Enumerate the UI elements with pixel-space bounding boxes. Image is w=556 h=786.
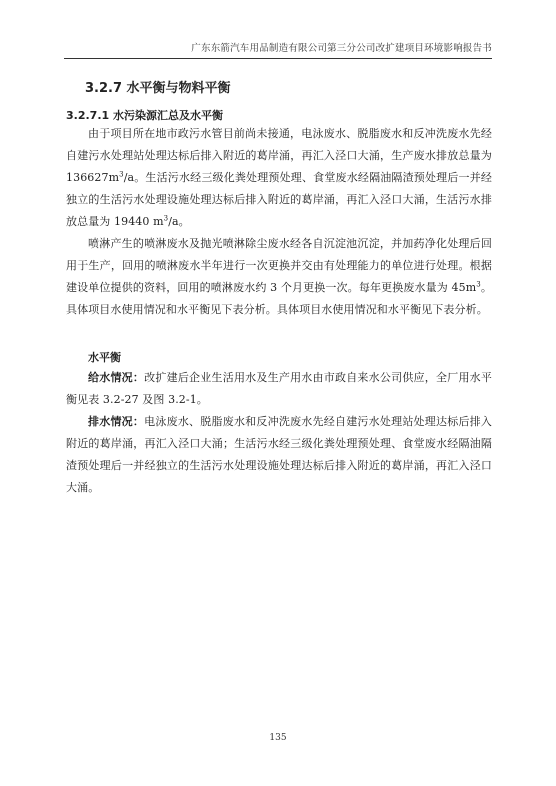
- subsection-title: 3.2.7.1 水污染源汇总及水平衡: [66, 109, 223, 122]
- water-balance-heading: 水平衡: [88, 351, 121, 364]
- water-supply-label: 给水情况：: [88, 371, 145, 384]
- page-number: 135: [269, 733, 287, 743]
- page-header: 广东东箭汽车用品制造有限公司第三分公司改扩建项目环境影响报告书: [191, 43, 492, 54]
- section-title: 3.2.7 水平衡与物料平衡: [85, 81, 231, 96]
- paragraph-drainage: 排水情况：电泳废水、脱脂废水和反冲洗废水先经自建污水处理站处理达标后排入附近的葛岸涌，再汇入泾口大涌；生活污水经三级化粪处理预处理、食堂废水经隔油隔渣预处理后一并经独立的生活污水处理设施处理达标后排入附近的葛岸涌，再汇入泾口大涌。: [66, 415, 493, 494]
- drainage-label: 排水情况：: [88, 415, 145, 428]
- paragraph-wastewater-summary: 由于项目所在地市政污水管目前尚未接通，电泳废水、脱脂废水和反冲洗废水先经自建污水处理站处理达标后排入附近的葛岸涌，再汇入泾口大涌，生产废水排放总量为 $136627m^3/a$。生活污水经三级化粪处理预处理、食堂废水经隔油隔渣预处理后一并经独立的生活污水处理设施处理达标后排入附近的葛岸涌，再汇入泾口大涌，生活污水排放总量为 19440 $m^3/a$。: [66, 127, 492, 228]
- paragraph-spray-wastewater: 喷淋产生的喷淋废水及抛光喷淋除尘废水经各自沉淀池沉淀，并加药净化处理后回用于生产，回用的喷淋废水半年进行一次更换并交由有处理能力的单位进行处理。根据建设单位提供的资料，回用的喷淋废水约 3 个月更换一次。每年更换废水量为 $45m^3$。具体项目水使用情况和水平衡见下表分析。具体项目水使用情况和水平衡见下表分析。: [66, 237, 492, 316]
- paragraph-water-supply: 给水情况：改扩建后企业生活用水及生产用水由市政自来水公司供应，全厂用水平衡见表 3.2-27 及图 3.2-1。: [66, 371, 493, 406]
- header-rule: [64, 58, 492, 59]
